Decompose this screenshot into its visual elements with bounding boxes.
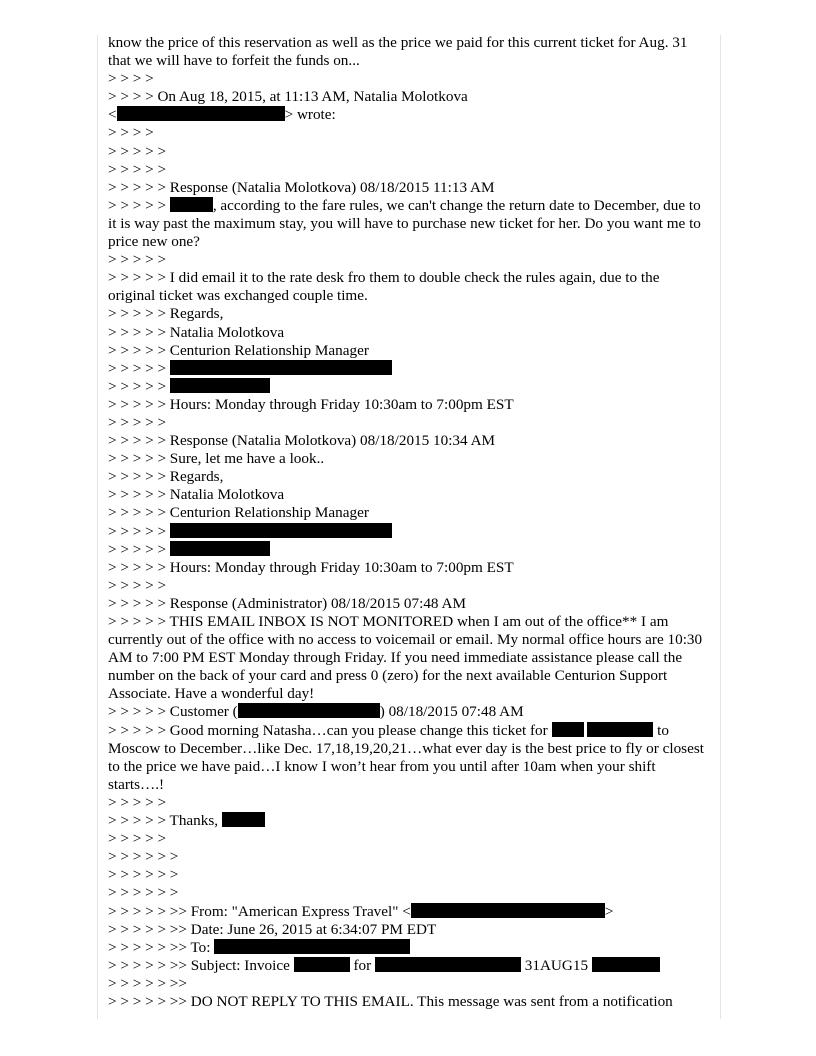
email-line: > > > > > >> Date: June 26, 2015 at 6:34:07 PM EDT	[108, 920, 437, 938]
email-line: > > > > > >> Subject: Invoice for 31AUG15	[108, 957, 708, 975]
redaction-box	[294, 957, 350, 972]
redaction-box	[170, 197, 213, 212]
email-line: > > > > > >> To:	[108, 939, 708, 957]
email-line: > > > > > Natalia Molotkova	[108, 486, 285, 504]
email-line: > > > > > >> From: "American Express Travel" < >	[108, 902, 614, 920]
redaction-box	[117, 106, 285, 121]
email-line: > > > > > Hours: Monday through Friday 10:30am to 7:00pm EST	[108, 558, 514, 576]
redaction-box	[411, 903, 605, 918]
redaction-box	[375, 957, 521, 972]
email-line: > > > > > Customer ( ) 08/18/2015 07:48 AM	[108, 703, 524, 721]
redaction-box	[592, 957, 660, 972]
email-line: > > > > >	[108, 830, 167, 848]
email-line: > > > > > >	[108, 884, 179, 902]
redaction-box	[238, 703, 380, 718]
email-line: > > > > > THIS EMAIL INBOX IS NOT MONITORED when I am out of the office** I am currently out of the office with no access to voicemail or email. My normal office hours are 10:30 AM to 7:00 PM EST Monday through Friday. If you need immediate assistance please call the number on the back of your card and press 0 (zero) for the next available Centurion Support Associate. Have a wonderful day!	[108, 613, 706, 703]
email-line: > > > > >	[108, 142, 167, 160]
email-line: > > > > > Regards,	[108, 305, 224, 323]
email-line: > > > > > Thanks,	[108, 812, 708, 830]
email-line: > > > > >	[108, 360, 708, 378]
email-line: > > > > > Response (Administrator) 08/18/2015 07:48 AM	[108, 594, 466, 612]
email-line: > > > > > Response (Natalia Molotkova) 08/18/2015 10:34 AM	[108, 432, 496, 450]
email-line: > > > > > >> DO NOT REPLY TO THIS EMAIL. This message was sent from a notification	[108, 992, 673, 1010]
email-line: > > > > > Response (Natalia Molotkova) 08/18/2015 11:13 AM	[108, 178, 495, 196]
email-line: > > > > > , according to the fare rules, we can't change the return date to December, due to it is way past the maximum stay, you will have to purchase new ticket for her. Do you want me to price new one?	[108, 196, 705, 251]
email-line: > > > > > >	[108, 866, 179, 884]
email-line: > > > > >	[108, 523, 708, 541]
email-thread	[108, 34, 708, 1011]
email-line: > > > >	[108, 124, 154, 142]
email-line: > > > > > >>	[108, 974, 187, 992]
email-line: > > > > > Centurion Relationship Manager	[108, 341, 369, 359]
email-line: > > > > > >	[108, 848, 179, 866]
email-line: > > > >	[108, 70, 154, 88]
redaction-box	[587, 722, 653, 737]
email-line: > > > > >	[108, 413, 167, 431]
redaction-box	[222, 812, 265, 827]
email-line: < > wrote:	[108, 106, 336, 124]
email-line: > > > > >	[108, 251, 167, 269]
email-line: > > > > >	[108, 378, 708, 396]
email-line: > > > > >	[108, 541, 708, 559]
email-line: > > > > > Good morning Natasha…can you please change this ticket for to Moscow to December…like Dec. 17,18,19,20,21…what ever day is the best price to fly or closest to the price we have paid…I know I won’t hear from you until after 10am when your shift starts….!	[108, 721, 708, 793]
redaction-box	[170, 378, 270, 393]
email-line: > > > > > Hours: Monday through Friday 10:30am to 7:00pm EST	[108, 395, 514, 413]
redaction-box	[170, 523, 392, 538]
email-line: > > > > >	[108, 160, 167, 178]
redaction-box	[214, 939, 410, 954]
redaction-box	[552, 722, 584, 737]
email-line: > > > > > I did email it to the rate desk fro them to double check the rules again, due to the original ticket was exchanged couple time.	[108, 269, 664, 305]
email-line: > > > > > Natalia Molotkova	[108, 323, 285, 341]
email-line: > > > > > Sure, let me have a look..	[108, 450, 325, 468]
email-line: > > > > >	[108, 793, 167, 811]
email-line: > > > > >	[108, 576, 167, 594]
email-line: know the price of this reservation as well as the price we paid for this current ticket for Aug. 31 that we will have to forfeit the funds on...	[108, 34, 692, 70]
redaction-box	[170, 360, 392, 375]
redaction-box	[170, 541, 270, 556]
email-line: > > > > > Centurion Relationship Manager	[108, 504, 369, 522]
email-line: > > > > On Aug 18, 2015, at 11:13 AM, Natalia Molotkova	[108, 88, 468, 106]
email-line: > > > > > Regards,	[108, 468, 224, 486]
